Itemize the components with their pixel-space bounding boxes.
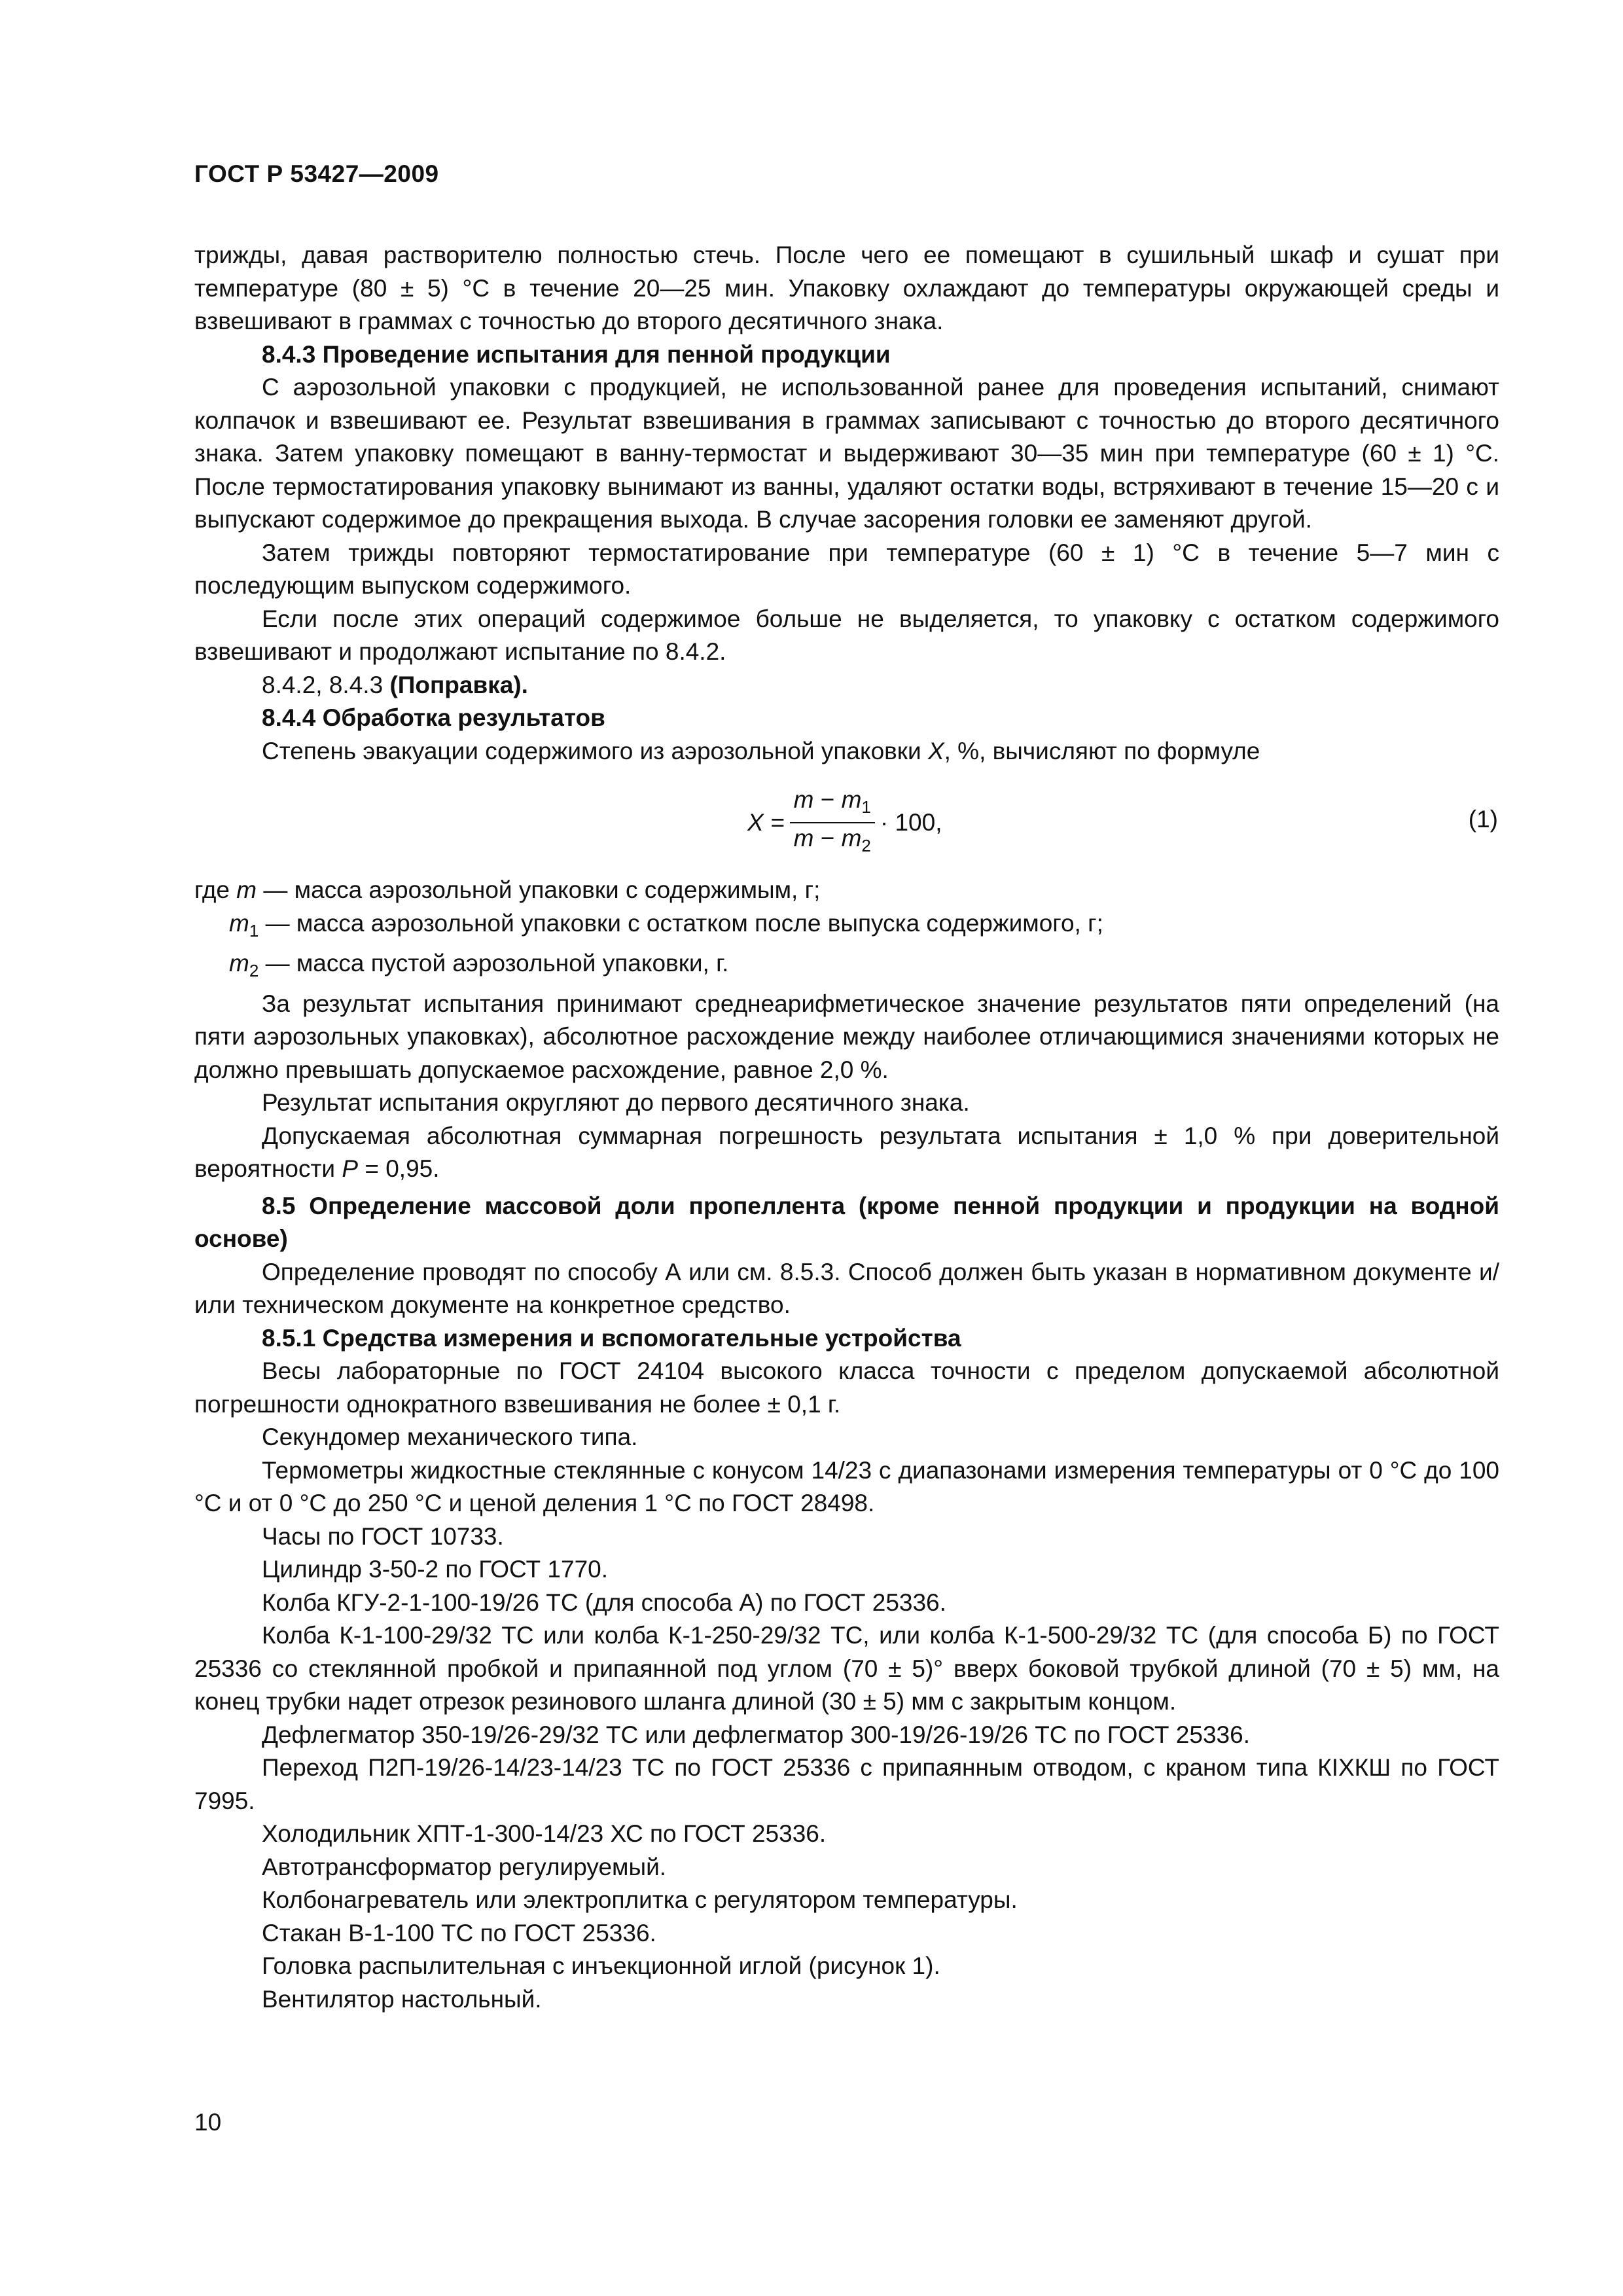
formula-lhs: X =: [747, 808, 785, 836]
formula-number: (1): [1468, 806, 1498, 833]
text-run: где: [194, 876, 237, 903]
equipment-item: Головка распылительная с инъекционной иглой (рисунок 1).: [262, 1952, 940, 1979]
equipment-item: Секундомер механического типа.: [262, 1424, 638, 1450]
formula-numerator: [790, 785, 875, 823]
text-run: Допускаемая абсолютная суммарная погрешность результата испытания ± 1,0 % при доверительной вероятности: [194, 1122, 1499, 1182]
equipment-list: [194, 1355, 1499, 2016]
formula-var: m: [793, 825, 814, 852]
text-run: — масса аэрозольной упаковки с содержимым, г;: [257, 876, 821, 903]
paragraph: За результат испытания принимают среднеарифметическое значение результатов пяти определений (на пяти аэрозольных упаковках), абсолютное расхождение между наиболее отличающимися значениями которых не должно превышать допускаемое расхождение, равное 2,0 %.: [194, 990, 1499, 1083]
equipment-item: Колба К-1-100-29/32 ТС или колба К-1-250-29/32 ТС, или колба К-1-500-29/32 ТС (для способа Б) по ГОСТ 25336 со стеклянной пробкой и припаянной под углом (70 ± 5)° вверх боковой трубкой длиной (70 ± 5) мм, на конец трубки надет отрезок резинового шланга длиной (30 ± 5) мм с закрытым концом.: [194, 1622, 1499, 1715]
paragraph: трижды, давая растворителю полностью стечь. После чего ее помещают в сушильный шкаф и сушат при температуре (80 ± 5) °C в течение 20—25 мин. Упаковку охлаждают до температуры окружающей среды и взвешивают в граммах с точностью до второго десятичного знака.: [194, 242, 1499, 334]
document-body: [194, 239, 1499, 2016]
variable-m: m: [236, 876, 257, 903]
formula-fraction: [790, 785, 875, 861]
text-run: — масса пустой аэрозольной упаковки, г.: [259, 950, 729, 977]
formula-block: [194, 776, 1499, 862]
equipment-item: Стакан В-1-100 ТС по ГОСТ 25336.: [262, 1919, 656, 1946]
section-heading-8-4-3: 8.4.3 Проведение испытания для пенной продукции: [262, 340, 891, 368]
where-definition-m2: [194, 947, 1499, 988]
equipment-item: Автотрансформатор регулируемый.: [262, 1853, 667, 1880]
equipment-item: Колба КГУ-2-1-100-19/26 ТС (для способа А) по ГОСТ 25336.: [262, 1588, 946, 1616]
paragraph: Если после этих операций содержимое больше не выделяется, то упаковку с остатком содержимого взвешивают и продолжают испытание по 8.4.2.: [194, 605, 1499, 665]
formula-var: m: [793, 786, 814, 813]
variable-p: P: [342, 1155, 359, 1182]
formula-subscript: 1: [861, 797, 871, 817]
equipment-item: Часы по ГОСТ 10733.: [262, 1522, 504, 1550]
section-heading-8-5: 8.5 Определение массовой доли пропеллента (кроме пенной продукции и продукции на водной основе): [194, 1192, 1499, 1252]
amendment-label: (Поправка).: [389, 671, 528, 698]
formula-var: m: [841, 825, 862, 852]
section-heading-8-5-1: 8.5.1 Средства измерения и вспомогательные устройства: [262, 1324, 961, 1352]
formula-operator: −: [813, 786, 842, 813]
variable-x: X: [927, 737, 944, 764]
equipment-item: Переход П2П-19/26-14/23-14/23 ТС по ГОСТ 25336 с припаянным отводом, с краном типа КIХКШ по ГОСТ 7995.: [194, 1754, 1499, 1814]
subscript: 1: [249, 920, 259, 941]
paragraph: [194, 1120, 1499, 1186]
equipment-item: Вентилятор настольный.: [262, 1985, 542, 2013]
formula-var: m: [841, 786, 862, 813]
amendment-ref: 8.4.2, 8.4.3: [262, 671, 383, 698]
formula-operator: −: [813, 825, 842, 852]
paragraph: [194, 735, 1499, 768]
equipment-item: Термометры жидкостные стеклянные с конусом 14/23 с диапазонами измерения температуры от 0 °C до 100 °C и от 0 °C до 250 °C и ценой деления 1 °C по ГОСТ 28498.: [194, 1456, 1499, 1516]
subscript: 2: [249, 961, 259, 980]
paragraph: Результат испытания округляют до первого десятичного знака.: [262, 1089, 970, 1116]
formula-tail: · 100,: [880, 808, 942, 836]
equipment-item: Холодильник ХПТ-1-300-14/23 ХС по ГОСТ 25336.: [262, 1820, 827, 1847]
where-definition-m1: [194, 907, 1499, 948]
text-run: = 0,95.: [358, 1155, 440, 1182]
formula-expression: [747, 785, 942, 861]
formula-denominator: [790, 823, 875, 861]
variable-m1: m: [229, 909, 249, 937]
amendment-note: [194, 669, 1499, 702]
equipment-item: Весы лабораторные по ГОСТ 24104 высокого класса точности с пределом допускаемой абсолютной погрешности однократного взвешивания не более ± 0,1 г.: [194, 1357, 1499, 1418]
equipment-item: Цилиндр 3-50-2 по ГОСТ 1770.: [262, 1556, 609, 1583]
where-definition-m: [194, 874, 1499, 907]
text-run: — масса аэрозольной упаковки с остатком после выпуска содержимого, г;: [259, 909, 1103, 937]
paragraph: С аэрозольной упаковки с продукцией, не использованной ранее для проведения испытаний, снимают колпачок и взвешивают ее. Результат взвешивания в граммах записывают с точностью до второго десятичного знака. Затем упаковку помещают в ванну-термостат и выдерживают 30—35 мин при температуре (60 ± 1) °C. После термостатирования упаковку вынимают из ванны, удаляют остатки воды, встряхивают в течение 15—20 с и выпускают содержимое до прекращения выхода. В случае засорения головки ее заменяют другой.: [194, 374, 1499, 533]
variable-m2: m: [229, 950, 249, 977]
page-number: 10: [194, 2109, 222, 2136]
section-heading-8-4-4: 8.4.4 Обработка результатов: [262, 704, 605, 731]
text-run: , %, вычисляют по формуле: [944, 737, 1260, 764]
document-header: ГОСТ Р 53427—2009: [194, 160, 439, 187]
formula-subscript: 2: [861, 836, 871, 855]
text-run: Степень эвакуации содержимого из аэрозольной упаковки: [262, 737, 921, 764]
paragraph: Определение проводят по способу А или см. 8.5.3. Способ должен быть указан в нормативном документе и/или техническом документе на конкретное средство.: [194, 1258, 1499, 1318]
equipment-item: Колбонагреватель или электроплитка с регулятором температуры.: [262, 1886, 1018, 1913]
equipment-item: Дефлегматор 350-19/26-29/32 ТС или дефлегматор 300-19/26-19/26 ТС по ГОСТ 25336.: [262, 1721, 1250, 1748]
paragraph: Затем трижды повторяют термостатирование при температуре (60 ± 1) °C в течение 5—7 мин с последующим выпуском содержимого.: [194, 539, 1499, 599]
